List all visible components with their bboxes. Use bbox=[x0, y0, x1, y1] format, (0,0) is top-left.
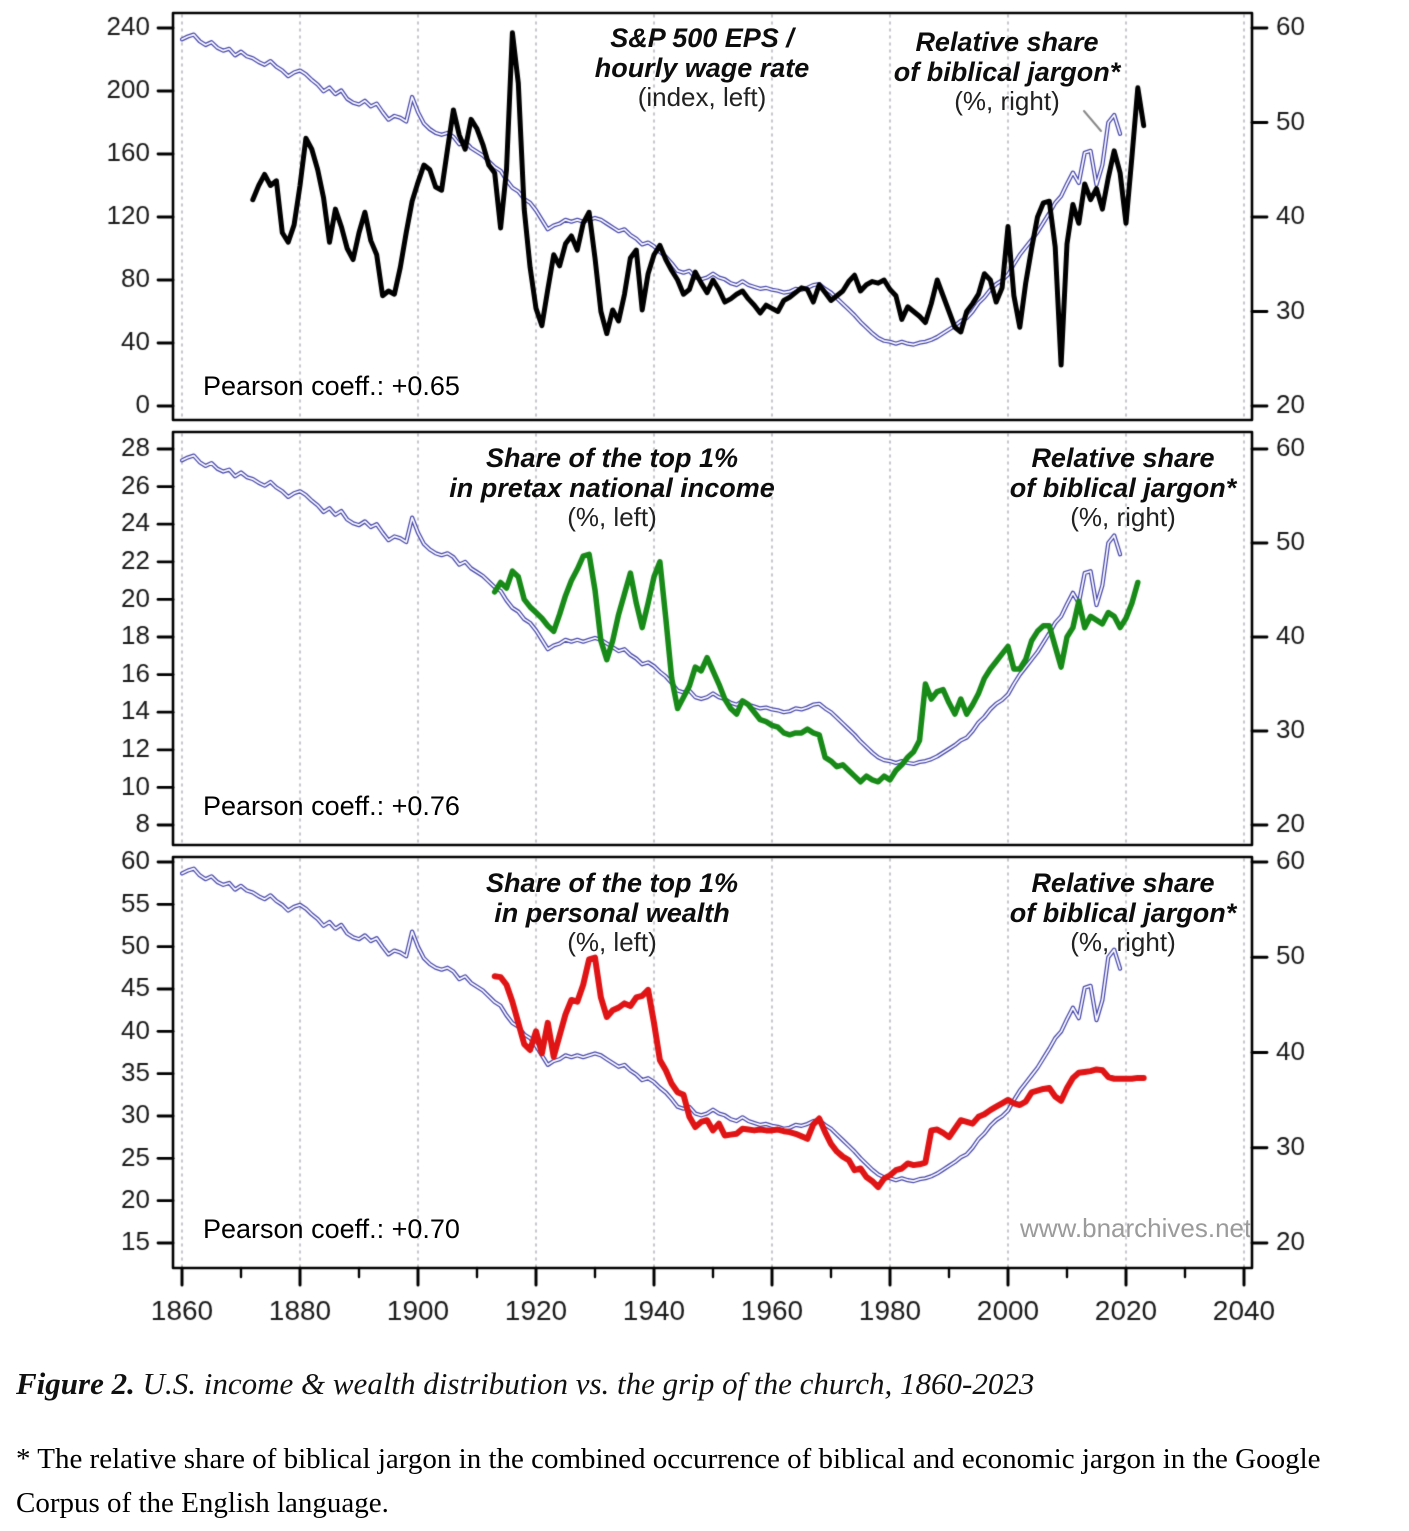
annotation-axis-hint: (%, left) bbox=[567, 927, 657, 958]
annotation-line: of biblical jargon* bbox=[1009, 897, 1237, 928]
watermark: www.bnarchives.net bbox=[1020, 1213, 1252, 1243]
pearson-coefficient-middle: Pearson coeff.: +0.76 bbox=[203, 791, 460, 821]
annotation-jargon-middle bbox=[888, 444, 1358, 533]
annotation-wealth-share bbox=[377, 869, 847, 958]
annotation-line: Share of the top 1% bbox=[485, 443, 739, 473]
annotation-line: Relative share bbox=[915, 27, 1099, 57]
annotation-income-share bbox=[377, 444, 847, 533]
figure-footnote: * The relative share of biblical jargon in the combined occurrence of biblical and economic jargon in the Google Corpus of the English language. bbox=[16, 1443, 1321, 1519]
figure-caption-label: Figure 2. bbox=[16, 1366, 135, 1401]
figure-caption bbox=[16, 1366, 1396, 1402]
annotation-jargon-bottom bbox=[888, 869, 1358, 958]
figure-caption-text: U.S. income & wealth distribution vs. the grip of the church, 1860-2023 bbox=[134, 1366, 1035, 1401]
annotation-jargon-top bbox=[772, 28, 1242, 117]
annotation-axis-hint: (%, left) bbox=[567, 502, 657, 533]
annotation-axis-hint: (%, right) bbox=[1070, 927, 1176, 958]
annotation-axis-hint: (%, right) bbox=[954, 86, 1060, 117]
annotation-line: Relative share bbox=[1031, 443, 1215, 473]
pearson-coefficient-top: Pearson coeff.: +0.65 bbox=[203, 371, 460, 401]
annotation-line: in personal wealth bbox=[494, 897, 730, 928]
annotation-line: of biblical jargon* bbox=[893, 56, 1121, 87]
annotation-line: S&P 500 EPS / bbox=[610, 23, 794, 53]
annotation-line: Share of the top 1% bbox=[485, 868, 739, 898]
annotation-axis-hint: (index, left) bbox=[637, 82, 767, 113]
annotation-axis-hint: (%, right) bbox=[1070, 502, 1176, 533]
annotation-line: Relative share bbox=[1031, 868, 1215, 898]
annotation-line: in pretax national income bbox=[449, 472, 775, 503]
pearson-coefficient-bottom: Pearson coeff.: +0.70 bbox=[203, 1214, 460, 1244]
annotation-line: of biblical jargon* bbox=[1009, 472, 1237, 503]
annotation-line: hourly wage rate bbox=[594, 52, 810, 83]
